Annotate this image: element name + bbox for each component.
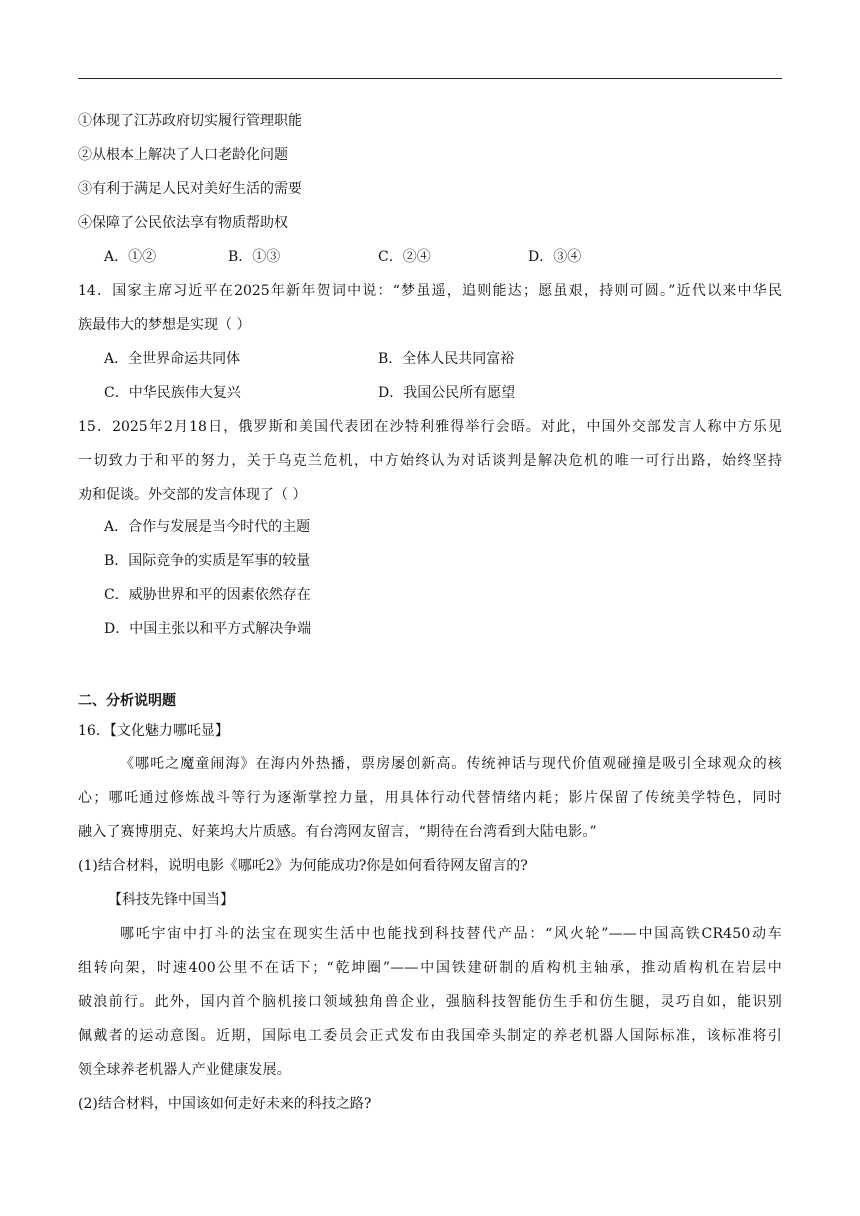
q15-option-c: C．威胁世界和平的因素依然存在: [104, 587, 311, 603]
q13-item-1: ①体现了江苏政府切实履行管理职能: [78, 113, 302, 129]
q16-title: 16．【文化魅力哪吒显】: [78, 723, 229, 739]
material-2-title: 【科技先锋中国当】: [108, 892, 234, 908]
q13-option-c: C．②④: [378, 249, 431, 265]
q15-option-d: D．中国主张以和平方式解决争端: [104, 621, 312, 637]
q13-option-a: A．①②: [104, 249, 157, 265]
q15-option-b: B．国际竞争的实质是军事的较量: [104, 553, 311, 569]
sub-question-1: (1)结合材料，说明电影《哪吒2》为何能成功?你是如何看待网友留言的?: [78, 858, 528, 874]
q14-option-b: B．全体人民共同富裕: [378, 351, 515, 367]
material-2-line-3: 破浪前行。此外，国内首个脑机接口领域独角兽企业，强脑科技智能仿生手和仿生腿，灵巧自如，能识别: [78, 994, 782, 1010]
material-2-line-1: 哪吒宇宙中打斗的法宝在现实生活中也能找到科技替代产品：“风火轮”——中国高铁CR450动车: [120, 926, 782, 942]
header-rule: [78, 78, 782, 79]
q13-item-4: ④保障了公民依法享有物质帮助权: [78, 215, 288, 231]
q14-stem-line-1: 14．国家主席习近平在2025年新年贺词中说：“梦虽遥，追则能达；愿虽艰，持则可圆。”近代以来中华民: [78, 283, 782, 299]
material-1-line-2: 心；哪吒通过修炼战斗等行为逐渐掌控力量，用具体行动代替情绪内耗；影片保留了传统美学特色，同时: [78, 790, 782, 806]
section-heading: 二、分析说明题: [78, 693, 176, 709]
q15-option-a: A．合作与发展是当今时代的主题: [104, 519, 311, 535]
q14-stem-line-2: 族最伟大的梦想是实现（ ）: [78, 317, 251, 333]
q13-item-2: ②从根本上解决了人口老龄化问题: [78, 147, 288, 163]
q14-option-a: A．全世界命运共同体: [104, 351, 241, 367]
q13-option-b: B．①③: [228, 249, 281, 265]
q15-stem-line-2: 一切致力于和平的努力，关于乌克兰危机，中方始终认为对话谈判是解决危机的唯一可行出路，始终坚持: [78, 453, 782, 469]
q14-option-d: D．我国公民所有愿望: [378, 385, 516, 401]
q15-stem-line-1: 15．2025年2月18日，俄罗斯和美国代表团在沙特利雅得举行会晤。对此，中国外交部发言人称中方乐见: [78, 419, 782, 435]
material-2-line-4: 佩戴者的运动意图。近期，国际电工委员会正式发布由我国牵头制定的养老机器人国际标准，该标准将引: [78, 1028, 782, 1044]
material-1-line-1: 《哪吒之魔童闹海》在海内外热播，票房屡创新高。传统神话与现代价值观碰撞是吸引全球观众的核: [120, 756, 782, 772]
q13-option-d: D．③④: [528, 249, 582, 265]
q14-option-c: C．中华民族伟大复兴: [104, 385, 241, 401]
material-2-line-5: 领全球养老机器人产业健康发展。: [78, 1062, 291, 1078]
material-1-line-3: 融入了赛博朋克、好莱坞大片质感。有台湾网友留言，“期待在台湾看到大陆电影。”: [78, 824, 597, 840]
q13-item-3: ③有利于满足人民对美好生活的需要: [78, 181, 302, 197]
material-2-line-2: 组转向架，时速400公里不在话下；“乾坤圈”——中国铁建研制的盾构机主轴承，推动盾构机在岩层中: [78, 960, 782, 976]
sub-question-2: (2)结合材料，中国该如何走好未来的科技之路?: [78, 1096, 372, 1112]
q15-stem-line-3: 劝和促谈。外交部的发言体现了（ ）: [78, 487, 307, 503]
